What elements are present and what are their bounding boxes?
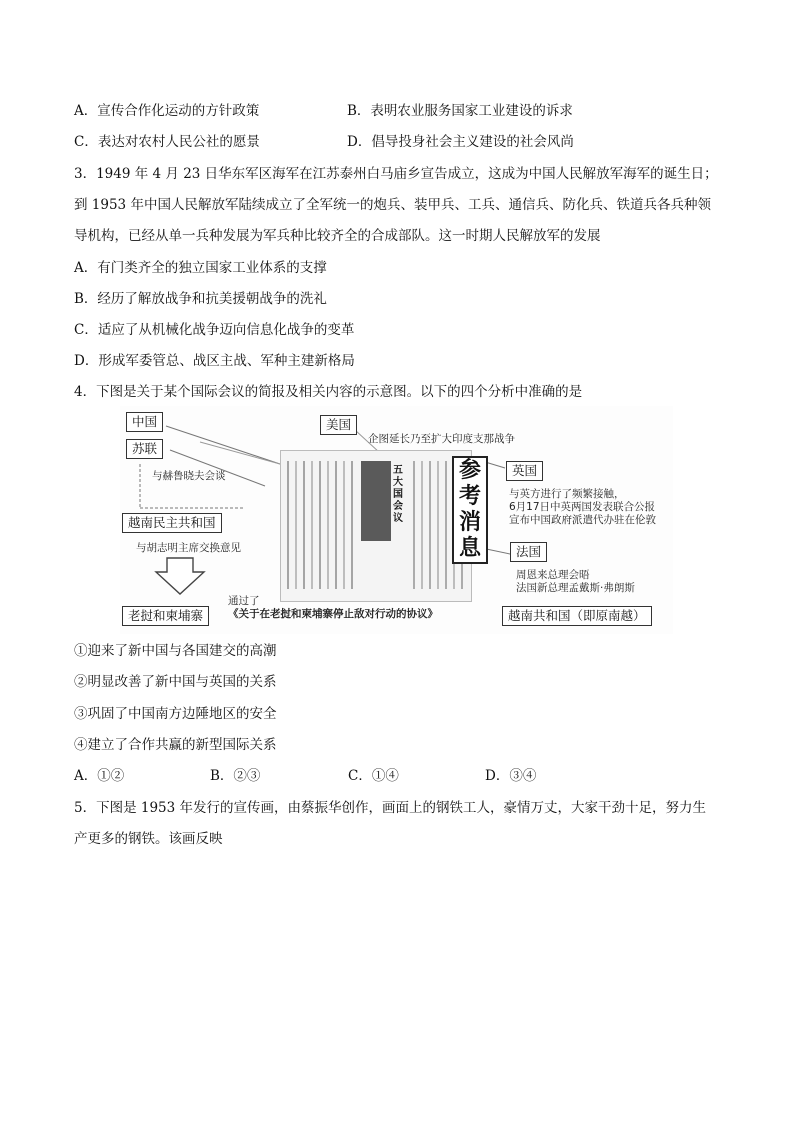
q2-option-c: C．表达对农村人民公社的愿景	[74, 134, 260, 150]
box-france: 法国	[510, 542, 547, 562]
agreement-label: 通过了	[228, 595, 260, 607]
france-note-2: 法国新总理孟戴斯·弗朗斯	[516, 582, 635, 594]
uk-note-2: 6月17日中英两国发表联合公报	[509, 501, 656, 513]
q4-statement-2: ②明显改善了新中国与英国的关系	[74, 674, 277, 690]
q4-stem: 4．下图是关于某个国际会议的简报及相关内容的示意图。以下的四个分析中准确的是	[74, 384, 583, 400]
q5-stem-line1: 5．下图是 1953 年发行的宣传画，由蔡振华创作，画面上的钢铁工人，豪情万丈，大家干劲十足，努力生	[74, 800, 707, 816]
usa-note: 企图延长乃至扩大印度支那战争	[368, 433, 515, 445]
dprv-note: 与胡志明主席交换意见	[136, 542, 241, 554]
ussr-paper-leader	[200, 442, 280, 464]
q3-option-d: D．形成军委管总、战区主战、军种主建新格局	[74, 353, 355, 369]
q3-stem-line3: 导机构，已经从单一兵种发展为军兵种比较齐全的合成部队。这一时期人民解放军的发展	[74, 228, 601, 244]
q3-option-a: A．有门类齐全的独立国家工业体系的支撑	[74, 260, 327, 276]
agreement-title: 《关于在老挝和柬埔寨停止敌对行动的协议》	[228, 608, 438, 620]
q2-option-b: B．表明农业服务国家工业建设的诉求	[347, 103, 573, 119]
headline-block	[361, 461, 391, 541]
q3-option-c: C．适应了从机械化战争迈向信息化战争的变革	[74, 322, 355, 338]
paper-headline: 五大国会议	[393, 465, 403, 524]
q3-stem-line1: 3．1949 年 4 月 23 日华东军区海军在江苏泰州白马庙乡宣告成立，这成为中国人民解放军海军的诞生日；	[74, 166, 718, 182]
box-usa: 美国	[320, 415, 357, 435]
box-laos-cambodia: 老挝和柬埔寨	[122, 606, 209, 626]
q2-option-a: A．宣传合作化运动的方针政策	[74, 103, 260, 119]
q4-statement-3: ③巩固了中国南方边陲地区的安全	[74, 706, 277, 722]
down-arrow	[156, 558, 204, 594]
q4-statement-4: ④建立了合作共赢的新型国际关系	[74, 737, 277, 753]
masthead: 参 考 消 息	[452, 456, 488, 564]
q4-option-a: A．①②	[74, 768, 125, 784]
q4-option-c: C．①④	[348, 768, 399, 784]
box-ussr: 苏联	[126, 439, 163, 459]
uk-note-1: 与英方进行了频繁接触，	[509, 488, 625, 500]
q4-option-d: D．③④	[485, 768, 537, 784]
uk-note-3: 宣布中国政府派遣代办驻在伦敦	[509, 514, 656, 526]
conference-diagram	[120, 406, 673, 634]
q3-option-b: B．经历了解放战争和抗美援朝战争的洗礼	[74, 291, 327, 307]
newspaper-clipping	[280, 450, 472, 602]
q3-stem-line2: 到 1953 年中国人民解放军陆续成立了全军统一的炮兵、装甲兵、工兵、通信兵、防化兵、铁道兵各兵种领	[74, 197, 711, 213]
box-dprv: 越南民主共和国	[122, 513, 222, 533]
box-china: 中国	[126, 412, 163, 432]
box-uk: 英国	[506, 461, 543, 481]
q2-option-d: D．倡导投身社会主义建设的社会风尚	[347, 134, 574, 150]
france-note-1: 周恩来总理会晤	[516, 569, 590, 581]
q4-statement-1: ①迎来了新中国与各国建交的高潮	[74, 643, 277, 659]
ussr-note: 与赫鲁晓夫会谈	[152, 470, 226, 482]
china-leader	[166, 426, 280, 464]
box-south-vietnam: 越南共和国（即原南越）	[502, 606, 652, 626]
q4-option-b: B．②③	[210, 768, 261, 784]
q5-stem-line2: 产更多的钢铁。该画反映	[74, 831, 223, 847]
